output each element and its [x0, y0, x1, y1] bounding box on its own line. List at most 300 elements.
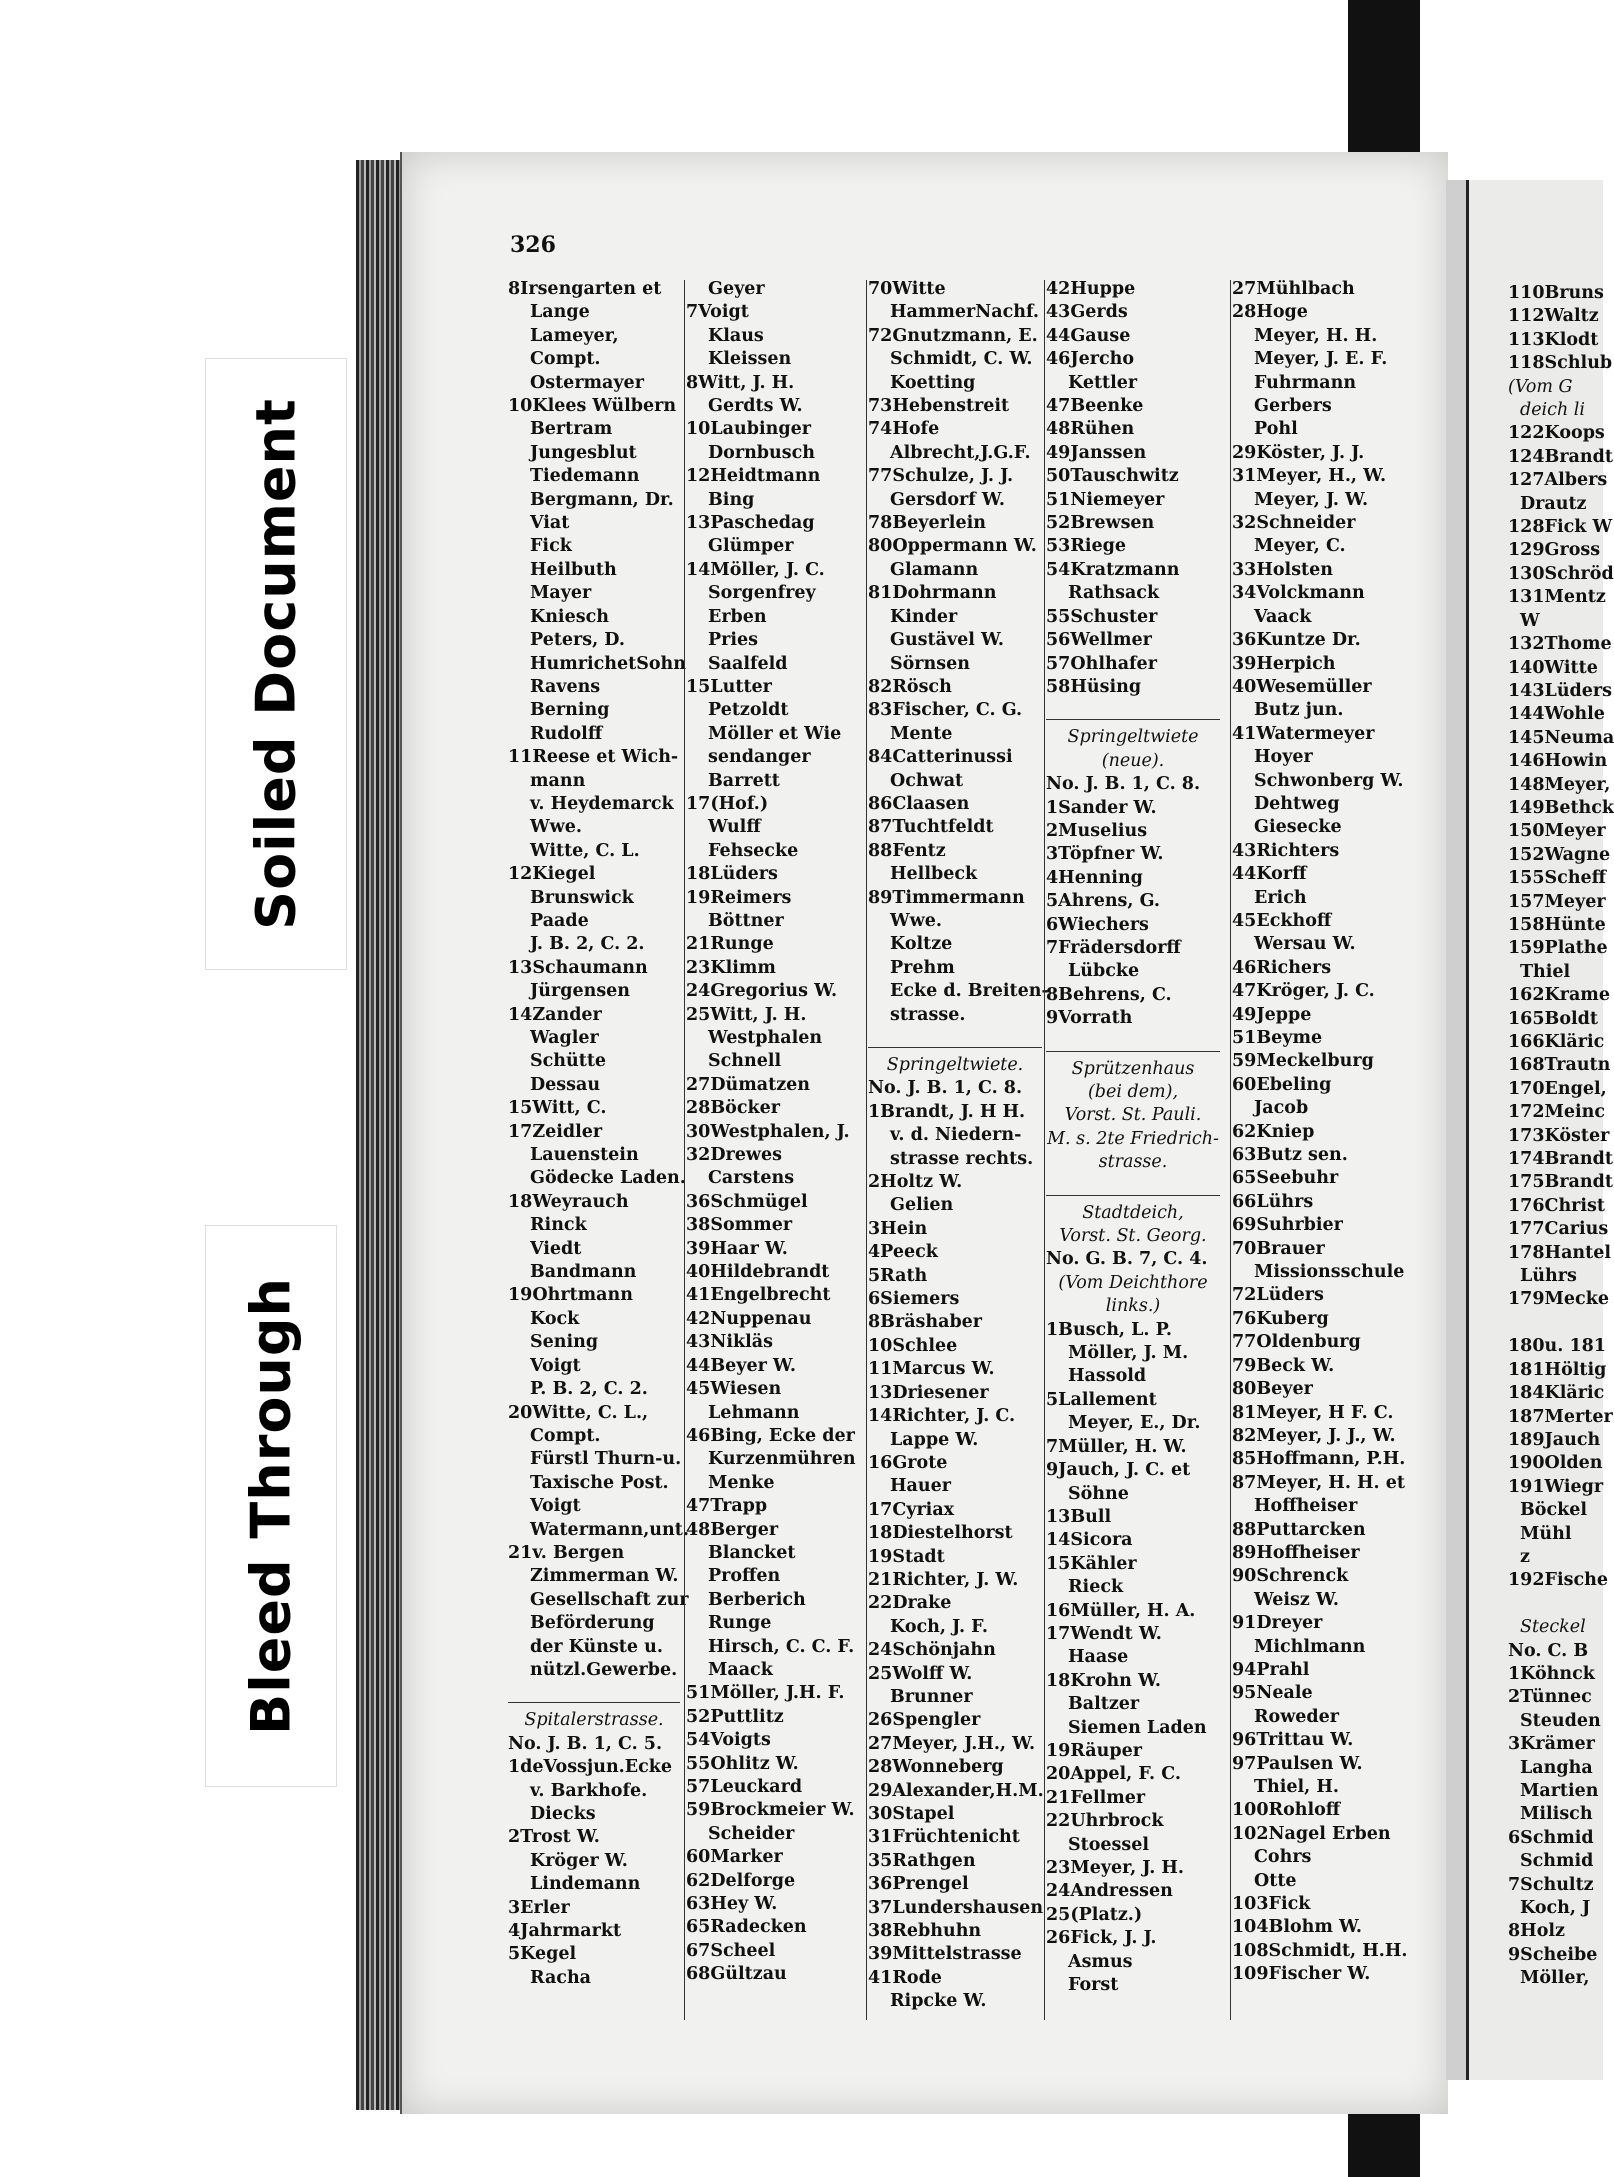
directory-entry: 2Muselius — [1046, 820, 1148, 841]
directory-entry: Otte — [1254, 1870, 1297, 1891]
directory-entry: Kröger W. — [530, 1850, 628, 1871]
directory-entry: 96Trittau W. — [1232, 1730, 1354, 1751]
directory-entry: Meyer, C. — [1254, 536, 1346, 557]
directory-entry: 54Kratzmann — [1046, 559, 1180, 580]
directory-entry: Voigt — [530, 1355, 581, 1376]
directory-entry: 36Kuntze Dr. — [1232, 630, 1361, 651]
directory-entry: J. B. 2, C. 2. — [530, 934, 645, 955]
directory-entry: 8Irsengarten et — [508, 279, 662, 299]
directory-entry: 97Paulsen W. — [1232, 1753, 1363, 1774]
directory-entry: 31Meyer, H., W. — [1232, 466, 1387, 487]
street-heading: Vorst. St. Georg. — [1059, 1226, 1207, 1247]
directory-entry: 79Beck W. — [1232, 1355, 1335, 1376]
facing-directory-entry: Steuden — [1520, 1710, 1601, 1731]
directory-entry: 7Voigt — [686, 302, 749, 323]
directory-entry: Wersau W. — [1254, 934, 1356, 955]
facing-directory-entry: 192Fische — [1508, 1570, 1608, 1591]
column-divider — [684, 280, 685, 2020]
directory-entry: Lindemann — [530, 1874, 641, 1895]
directory-entry: 6Wiechers — [1046, 914, 1149, 935]
facing-directory-entry: Mühl — [1520, 1523, 1572, 1544]
facing-directory-entry: Drautz — [1520, 493, 1587, 514]
directory-entry: 17Zeidler — [508, 1121, 603, 1142]
directory-entry: Vaack — [1254, 606, 1312, 627]
directory-entry: 4Jahrmarkt — [508, 1921, 622, 1942]
directory-entry: Compt. — [530, 1425, 601, 1446]
directory-entry: 41Rode — [868, 1967, 942, 1988]
directory-entry: v. Barkhofe. — [530, 1780, 648, 1801]
directory-entry: 14Möller, J. C. — [686, 559, 825, 580]
directory-entry: Glümper — [708, 536, 794, 557]
directory-entry: 12Heidtmann — [686, 466, 821, 487]
directory-entry: 19Stadt — [868, 1546, 945, 1567]
directory-entry: 77Schulze, J. J. — [868, 466, 1014, 487]
directory-entry: 63Butz sen. — [1232, 1145, 1348, 1166]
directory-entry: 9Jauch, J. C. et — [1046, 1460, 1191, 1481]
street-heading: strasse. — [1098, 1152, 1168, 1173]
facing-directory-entry: 148Meyer, — [1508, 774, 1611, 795]
facing-directory-entry: Koch, J — [1520, 1898, 1591, 1919]
directory-entry: 60Marker — [686, 1847, 783, 1868]
directory-entry: Roweder — [1254, 1706, 1340, 1727]
directory-entry: Baltzer — [1068, 1694, 1140, 1715]
directory-entry: 47Trapp — [686, 1496, 768, 1517]
directory-entry: Söhne — [1068, 1483, 1129, 1504]
directory-entry: Jürgensen — [530, 981, 631, 1002]
directory-entry: 15Lutter — [686, 676, 772, 697]
facing-directory-entry: 146Howin — [1508, 751, 1608, 772]
street-heading: Springeltwiete. — [886, 1055, 1024, 1075]
directory-entry: 25(Platz.) — [1046, 1904, 1143, 1925]
column-divider — [866, 280, 867, 2020]
directory-entry: Wulff — [708, 817, 761, 838]
directory-entry: 84Catterinussi — [868, 747, 1013, 768]
facing-page-column — [1508, 282, 1614, 1991]
directory-column-5 — [1232, 278, 1408, 1987]
directory-entry: Carstens — [708, 1168, 795, 1189]
directory-entry: 82Rösch — [868, 676, 952, 697]
directory-entry: Ostermayer — [530, 372, 644, 393]
directory-entry: 88Fentz — [868, 840, 946, 861]
directory-entry: Racha — [530, 1967, 592, 1988]
directory-entry: Lappe W. — [890, 1429, 979, 1450]
directory-entry: 80Beyer — [1232, 1379, 1313, 1400]
directory-entry: Sorgenfrey — [708, 583, 816, 604]
directory-entry: Rudolff — [530, 723, 603, 744]
directory-entry: 100Rohloff — [1232, 1800, 1341, 1821]
directory-entry: Lehmann — [708, 1402, 800, 1423]
directory-entry: Fick — [530, 536, 572, 557]
directory-entry: 31Früchtenicht — [868, 1827, 1020, 1848]
directory-entry: Giesecke — [1254, 817, 1342, 838]
directory-entry: Menke — [708, 1472, 775, 1493]
directory-entry: 35Rathgen — [868, 1850, 976, 1871]
directory-entry: 8Bräshaber — [868, 1312, 983, 1333]
facing-directory-entry: (Vom G — [1508, 376, 1573, 397]
facing-directory-entry: 179Mecke — [1508, 1289, 1609, 1310]
directory-entry: 14Richter, J. C. — [868, 1406, 1016, 1427]
directory-entry: 72Lüders — [1232, 1285, 1324, 1306]
directory-entry: Prehm — [890, 957, 955, 978]
directory-entry: Pries — [708, 630, 759, 651]
directory-entry: Berning — [530, 700, 610, 721]
facing-directory-entry: 1Köhnck — [1508, 1663, 1595, 1684]
directory-entry: 62Delforge — [686, 1870, 796, 1891]
directory-entry: 51Beyme — [1232, 1028, 1323, 1048]
directory-entry: Kinder — [890, 606, 958, 627]
directory-entry: 1Sander W. — [1046, 797, 1157, 818]
directory-entry: Barrett — [708, 770, 780, 791]
facing-directory-entry: 9Scheibe — [1508, 1944, 1598, 1965]
directory-entry: Hellbeck — [890, 864, 978, 885]
directory-entry: 44Gause — [1046, 325, 1131, 346]
directory-entry: Rinck — [530, 1215, 587, 1236]
directory-entry: 80Oppermann W. — [868, 536, 1037, 557]
directory-entry: 36Schmügel — [686, 1191, 808, 1212]
directory-entry: 21Runge — [686, 934, 774, 955]
directory-entry: 17(Hof.) — [686, 793, 769, 814]
directory-entry: strasse rechts. — [890, 1148, 1034, 1169]
directory-entry: Forst — [1068, 1975, 1119, 1996]
directory-entry: 32Schneider — [1232, 513, 1356, 534]
directory-entry: Proffen — [708, 1566, 781, 1587]
directory-entry: 3Hein — [868, 1218, 928, 1239]
directory-entry: Heilbuth — [530, 559, 617, 580]
facing-directory-entry: 130Schröd — [1508, 563, 1614, 584]
directory-entry: 20Witte, C. L., — [508, 1402, 649, 1423]
section-separator — [1046, 1175, 1220, 1196]
directory-entry: 57Leuckard — [686, 1777, 803, 1797]
facing-directory-entry: 140Witte — [1508, 657, 1598, 678]
facing-directory-entry: Böckel — [1520, 1500, 1588, 1521]
directory-entry: Compt. — [530, 349, 601, 370]
directory-entry: Möller, J. M. — [1068, 1343, 1189, 1364]
directory-entry: 16Grote — [868, 1452, 948, 1473]
directory-entry: 51Niemeyer — [1046, 489, 1165, 510]
directory-entry: Meyer, J. W. — [1254, 489, 1369, 510]
directory-entry: Kleissen — [708, 349, 792, 370]
directory-entry: 13Bull — [1046, 1506, 1112, 1527]
directory-entry: 44Korff — [1232, 864, 1307, 885]
directory-entry: 5Ahrens, G. — [1046, 891, 1161, 912]
directory-entry: 27Meyer, J.H., W. — [868, 1733, 1036, 1754]
directory-entry: Wwe. — [890, 910, 942, 931]
facing-directory-entry: 118Schlub — [1508, 353, 1613, 374]
directory-entry: 28Wonneberg — [868, 1757, 1004, 1778]
directory-entry: Erben — [708, 606, 767, 627]
directory-entry: Dornbusch — [708, 442, 815, 463]
facing-directory-entry: Möller, — [1520, 1968, 1590, 1989]
directory-entry: Blancket — [708, 1542, 796, 1563]
directory-entry: 89Timmermann — [868, 887, 1025, 908]
facing-directory-entry: 190Olden — [1508, 1453, 1603, 1474]
directory-entry: v. Heydemarck — [530, 793, 674, 814]
directory-entry: Ravens — [530, 676, 601, 697]
directory-entry: Beförderung — [530, 1613, 655, 1634]
directory-entry: 58Hüsing — [1046, 676, 1142, 697]
directory-entry: Zimmerman W. — [530, 1566, 679, 1587]
directory-entry: 25Wolff W. — [868, 1663, 973, 1684]
soiled-document-label: Soiled Document — [205, 358, 347, 970]
directory-entry: HammerNachf. — [890, 302, 1039, 323]
directory-entry: 30Westphalen, J. — [686, 1121, 850, 1142]
directory-entry: 34Volckmann — [1232, 583, 1365, 604]
directory-entry: 65Radecken — [686, 1917, 807, 1938]
directory-entry: 1Busch, L. P. — [1046, 1319, 1172, 1340]
directory-entry: Michlmann — [1254, 1636, 1366, 1657]
directory-entry: strasse. — [890, 1004, 966, 1025]
section-separator — [1046, 1031, 1220, 1052]
facing-directory-entry: 165Boldt — [1508, 1008, 1598, 1029]
directory-entry: 2Trost W. — [508, 1827, 600, 1848]
directory-entry: Gelien — [890, 1195, 954, 1216]
directory-entry: 81Dohrmann — [868, 583, 997, 604]
facing-directory-entry: 181Höltig — [1508, 1359, 1607, 1380]
directory-entry: Erich — [1254, 887, 1307, 908]
column-divider — [1230, 280, 1231, 2020]
directory-entry: 39Mittelstrasse — [868, 1944, 1022, 1965]
facing-directory-entry: 168Trautn — [1508, 1055, 1611, 1076]
facing-directory-entry: deich li — [1520, 400, 1585, 421]
directory-entry: Tiedemann — [530, 466, 640, 487]
directory-entry: 108Schmidt, H.H. — [1232, 1940, 1408, 1961]
directory-entry: Lübcke — [1068, 961, 1140, 982]
directory-entry: sendanger — [708, 747, 811, 768]
directory-entry: 20Appel, F. C. — [1046, 1764, 1181, 1785]
directory-entry: Stoessel — [1068, 1834, 1150, 1855]
directory-entry: 41Watermeyer — [1232, 723, 1375, 744]
directory-entry: Viedt — [530, 1238, 582, 1259]
directory-entry: Albrecht,J.G.F. — [890, 442, 1031, 463]
directory-entry: Kock — [530, 1308, 580, 1329]
directory-entry: 52Brewsen — [1046, 513, 1155, 534]
directory-entry: Cohrs — [1254, 1847, 1312, 1868]
directory-entry: Haase — [1068, 1647, 1129, 1668]
directory-entry: 66Lührs — [1232, 1191, 1314, 1212]
directory-entry: 13Driesener — [868, 1382, 989, 1403]
directory-entry: 47Beenke — [1046, 396, 1144, 417]
directory-entry: Scheider — [708, 1823, 795, 1844]
directory-entry: Bertram — [530, 419, 613, 440]
directory-entry: mann — [530, 770, 586, 791]
directory-entry: 63Hey W. — [686, 1894, 778, 1915]
directory-entry: Schnell — [708, 1051, 782, 1072]
facing-directory-entry: 155Scheff — [1508, 868, 1607, 889]
directory-entry: 10Laubinger — [686, 419, 811, 440]
directory-entry: der Künste u. — [530, 1636, 663, 1657]
directory-entry: P. B. 2, C. 2. — [530, 1379, 648, 1400]
facing-directory-entry: 112Waltz — [1508, 306, 1599, 327]
section-separator — [1046, 699, 1220, 720]
directory-entry: Ecke d. Breiten- — [890, 981, 1049, 1002]
directory-entry: 25Witt, J. H. — [686, 1004, 807, 1025]
directory-entry: Lauenstein — [530, 1145, 639, 1166]
facing-directory-entry — [1508, 1593, 1614, 1616]
facing-directory-entry: 113Klodt — [1508, 329, 1599, 350]
directory-entry: Meyer, H. H. — [1254, 325, 1378, 346]
directory-entry: 19Ohrtmann — [508, 1285, 633, 1306]
directory-entry: 7Frädersdorff — [1046, 937, 1181, 958]
directory-entry: Kniesch — [530, 606, 609, 627]
directory-entry: 21Richter, J. W. — [868, 1569, 1019, 1590]
directory-entry: 39Haar W. — [686, 1238, 788, 1259]
facing-directory-entry: 180u. 181 — [1508, 1336, 1606, 1357]
directory-entry: Lange — [530, 302, 590, 323]
page-number: 326 — [510, 232, 556, 258]
directory-entry: 49Jeppe — [1232, 1004, 1312, 1025]
directory-entry: 50Tauschwitz — [1046, 466, 1179, 487]
directory-entry: 41Engelbrecht — [686, 1285, 831, 1306]
directory-entry: 26Spengler — [868, 1710, 981, 1731]
bleed-through-label: Bleed Through — [205, 1225, 337, 1787]
directory-entry: Gesellschaft zur — [530, 1589, 689, 1610]
facing-directory-entry: 152Wagne — [1508, 844, 1611, 865]
directory-entry: 1deVossjun.Ecke — [508, 1757, 673, 1778]
directory-entry: 62Kniep — [1232, 1121, 1315, 1142]
directory-entry: 60Ebeling — [1232, 1074, 1332, 1095]
street-heading: (bei dem), — [1087, 1082, 1179, 1102]
directory-entry: Schütte — [530, 1051, 607, 1072]
directory-entry: 90Schrenck — [1232, 1566, 1349, 1587]
directory-entry: Taxische Post. — [530, 1472, 669, 1493]
directory-entry: 47Kröger, J. C. — [1232, 981, 1375, 1002]
directory-entry: Hirsch, C. C. F. — [708, 1636, 855, 1657]
directory-entry: Fuhrmann — [1254, 372, 1357, 393]
directory-entry: 1Brandt, J. H H. — [868, 1101, 1026, 1122]
facing-directory-entry: W — [1520, 610, 1540, 631]
directory-entry: Berberich — [708, 1589, 806, 1610]
facing-directory-entry: 129Gross — [1508, 540, 1601, 561]
directory-entry: 18Diestelhorst — [868, 1523, 1013, 1544]
directory-entry: 29Köster, J. J. — [1232, 442, 1365, 463]
directory-entry: Gersdorf W. — [890, 489, 1005, 510]
directory-entry: Möller et Wie — [708, 723, 842, 744]
directory-entry: 12Kiegel — [508, 864, 596, 885]
facing-directory-entry: Lührs — [1520, 1266, 1577, 1287]
directory-entry: 55Ohlitz W. — [686, 1753, 799, 1774]
directory-entry: Meyer, E., Dr. — [1068, 1413, 1201, 1434]
directory-entry: Wwe. — [530, 817, 582, 838]
directory-entry: 40Wesemüller — [1232, 676, 1372, 697]
directory-entry: 56Wellmer — [1046, 630, 1152, 651]
directory-entry: 74Hofe — [868, 419, 940, 440]
facing-directory-entry: Thiel — [1520, 961, 1571, 982]
directory-entry: Missionsschule — [1254, 1262, 1405, 1283]
directory-entry: 43Nikläs — [686, 1332, 773, 1353]
directory-entry: Witte, C. L. — [530, 840, 640, 861]
facing-directory-entry: 187Merter — [1508, 1406, 1613, 1427]
directory-entry: 19Reimers — [686, 887, 792, 908]
facing-directory-entry: 174Brandt — [1508, 1149, 1613, 1170]
directory-entry: 40Hildebrandt — [686, 1262, 830, 1283]
block-reference: No. J. B. 1, C. 5. — [508, 1733, 663, 1754]
directory-entry: 43Gerds — [1046, 302, 1128, 323]
street-heading: links.) — [1105, 1296, 1161, 1317]
directory-entry: Paade — [530, 910, 589, 931]
book-page-edges — [356, 160, 402, 2110]
directory-entry: Dessau — [530, 1074, 601, 1095]
directory-entry: Fürstl Thurn-u. — [530, 1449, 682, 1470]
facing-directory-entry — [1508, 1312, 1614, 1335]
directory-entry: 13Paschedag — [686, 513, 815, 534]
directory-entry: 104Blohm W. — [1232, 1917, 1362, 1938]
directory-entry: Bergmann, Dr. — [530, 489, 674, 510]
facing-directory-entry: 178Hantel — [1508, 1242, 1611, 1263]
directory-entry: Maack — [708, 1659, 773, 1680]
directory-entry: Asmus — [1068, 1951, 1133, 1972]
facing-directory-entry: Milisch — [1520, 1804, 1593, 1825]
facing-directory-entry: 157Meyer — [1508, 891, 1606, 912]
directory-entry: 53Riege — [1046, 536, 1127, 557]
directory-entry: 2Holtz W. — [868, 1172, 963, 1193]
directory-entry: Thiel, H. — [1254, 1777, 1339, 1797]
directory-entry: Bing — [708, 489, 755, 510]
facing-directory-entry: 176Christ — [1508, 1195, 1605, 1216]
directory-entry: Hassold — [1068, 1366, 1147, 1387]
facing-directory-entry: 173Köster — [1508, 1125, 1610, 1146]
directory-entry: 70Witte — [868, 279, 946, 299]
directory-entry: 109Fischer W. — [1232, 1964, 1371, 1985]
directory-entry: 45Eckhoff — [1232, 910, 1332, 931]
directory-entry: 15Kähler — [1046, 1553, 1137, 1574]
directory-entry: 88Puttarcken — [1232, 1519, 1366, 1540]
directory-entry: 44Beyer W. — [686, 1355, 796, 1376]
directory-entry: 51Möller, J.H. F. — [686, 1683, 845, 1704]
directory-entry: 11Reese et Wich- — [508, 747, 679, 768]
directory-entry: 17Cyriax — [868, 1499, 955, 1520]
directory-entry: 73Hebenstreit — [868, 396, 1010, 417]
directory-entry: 14Zander — [508, 1004, 602, 1025]
directory-entry: Gerbers — [1254, 396, 1332, 417]
facing-directory-entry: Steckel — [1520, 1617, 1586, 1638]
facing-directory-entry: 149Bethck — [1508, 797, 1614, 818]
directory-entry: Jungesblut — [530, 442, 637, 463]
street-heading: Stadtdeich, — [1082, 1202, 1184, 1223]
directory-entry: 5Kegel — [508, 1944, 577, 1965]
directory-entry: 82Meyer, J. J., W. — [1232, 1425, 1396, 1446]
directory-entry: 46Richers — [1232, 957, 1332, 978]
directory-column-2 — [686, 278, 856, 1987]
directory-entry: 72Gnutzmann, E. — [868, 325, 1038, 346]
directory-entry: 59Meckelburg — [1232, 1051, 1374, 1072]
facing-directory-entry: 132Thome — [1508, 634, 1612, 655]
directory-entry: Mayer — [530, 583, 592, 604]
directory-entry: 24Gregorius W. — [686, 981, 838, 1002]
directory-entry: Geyer — [708, 279, 765, 299]
facing-directory-entry: 184Kläric — [1508, 1383, 1605, 1404]
directory-entry: Fehsecke — [708, 840, 799, 861]
directory-entry: Viat — [530, 513, 570, 534]
directory-entry: 48Berger — [686, 1519, 779, 1540]
directory-entry: 16Müller, H. A. — [1046, 1600, 1196, 1621]
directory-entry: v. d. Niedern- — [890, 1125, 1022, 1146]
directory-entry: 8Behrens, C. — [1046, 984, 1172, 1005]
street-heading: (Vom Deichthore — [1058, 1272, 1208, 1293]
directory-entry: Mente — [890, 723, 953, 744]
directory-entry: Saalfeld — [708, 653, 788, 674]
directory-entry: 45Wiesen — [686, 1379, 782, 1400]
directory-entry: 3Töpfner W. — [1046, 844, 1164, 865]
directory-entry: Wagler — [530, 1028, 599, 1048]
directory-entry: Westphalen — [708, 1028, 823, 1048]
directory-entry: Peters, D. — [530, 630, 625, 651]
directory-entry: 85Hoffmann, P.H. — [1232, 1449, 1406, 1470]
directory-entry: Schmidt, C. W. — [890, 349, 1033, 370]
directory-entry: Sening — [530, 1332, 599, 1353]
facing-directory-entry: 191Wiegr — [1508, 1476, 1604, 1497]
directory-entry: Jacob — [1254, 1098, 1309, 1119]
street-heading: Spitalerstrasse. — [524, 1710, 664, 1731]
